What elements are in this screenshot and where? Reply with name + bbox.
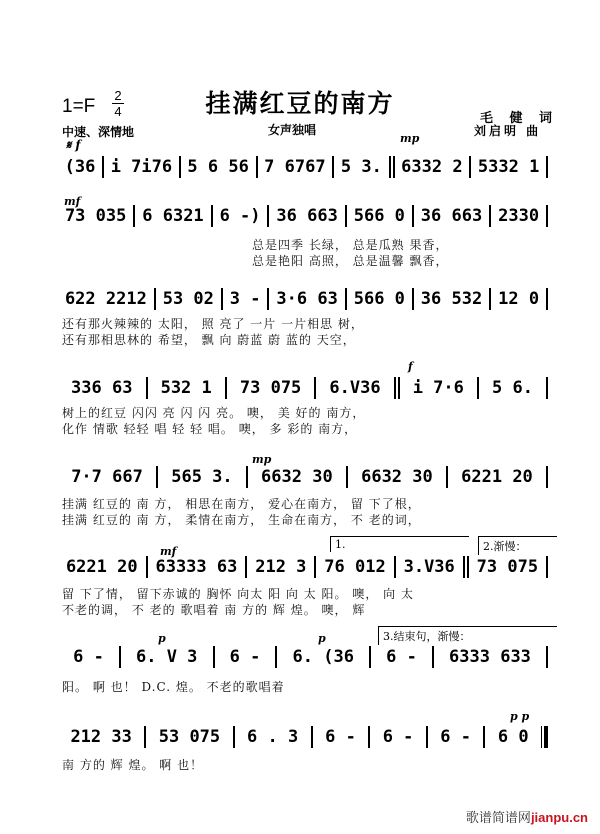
measure: 5 6. — [492, 378, 533, 398]
staff-row-4 — [58, 377, 548, 399]
measure: i 7i76 — [110, 157, 173, 177]
staff-row-7 — [58, 646, 548, 668]
measure: 6 0 — [497, 727, 529, 747]
measure: 6 - — [382, 727, 414, 747]
measure: 566 0 — [353, 289, 405, 309]
lyric-line: 挂满 红豆的 南 方， 柔情在南方， 生命在南方， 不 老的词， — [62, 513, 421, 527]
measure: 6332 2 — [401, 157, 463, 177]
measure: 6. V 3 — [136, 647, 198, 667]
measure: 5332 1 — [477, 157, 540, 177]
tempo-marking: 中速、深情地 — [62, 125, 135, 139]
lyric-line: 还有那相思林的 希望， 飘 向 蔚蓝 蔚 蓝的 天空， — [62, 333, 356, 347]
lyric-line: 不老的调， 不 老的 歌唱着 南 方的 辉 煌。 噢， 辉 — [62, 603, 366, 617]
measure: 2330 — [498, 206, 540, 226]
measure: 532 1 — [160, 378, 212, 398]
measure: 6 - — [386, 647, 417, 667]
second-ending: 2.渐慢： — [478, 536, 557, 555]
staff-row-1 — [58, 156, 548, 178]
lyric-line: 留 下了情， 留下赤诚的 胸怀 向太 阳 向 太 阳。 噢， 向 太 — [62, 587, 414, 601]
time-signature-numerator: 2 — [114, 88, 122, 103]
site-watermark — [466, 807, 588, 826]
measure: 6 - — [73, 647, 104, 667]
measure: 73 035 — [64, 206, 127, 226]
staff-row-5 — [58, 466, 548, 488]
lyric-line: 总是四季 长绿， 总是瓜熟 果香， — [252, 238, 449, 252]
measure: 6 6321 — [142, 206, 204, 226]
measure: 6. (36 — [292, 647, 354, 667]
measure: 6 - — [229, 647, 261, 667]
composer-credit: 刘启明 曲 — [474, 124, 542, 138]
lyric-line: 挂满 红豆的 南 方， 相思在南方， 爱心在南方， 留 下了根， — [62, 497, 421, 511]
measure: 6 . 3 — [247, 727, 299, 747]
dynamic-mp-1: mp — [400, 132, 420, 145]
measure: 566 0 — [353, 206, 405, 226]
measure: 336 63 — [71, 378, 133, 398]
lyricist-credit: 毛 健 词 — [480, 111, 559, 126]
measure: 36 663 — [420, 206, 483, 226]
measure: 53 075 — [158, 727, 221, 747]
key-signature: 1=F — [62, 96, 96, 117]
measure: 6632 30 — [261, 467, 333, 487]
dynamic-mf-2: mf — [160, 545, 177, 558]
measure: 3.V36 — [403, 557, 455, 577]
measure: 36 663 — [276, 206, 338, 226]
measure: 3·6 63 — [276, 289, 338, 309]
song-title: 挂满红豆的南方 — [205, 89, 395, 118]
performance-note: 女声独唱 — [268, 123, 317, 137]
measure: 5 3. — [340, 157, 382, 177]
lyric-line: 总是艳阳 高照， 总是温馨 飘香， — [252, 254, 449, 268]
dynamic-f-2: f — [408, 360, 413, 373]
dynamic-mp-2: mp — [252, 453, 272, 466]
site-url: jianpu.cn — [530, 810, 588, 825]
segno-mark — [66, 138, 81, 153]
site-name: 歌谱简谱网 — [465, 810, 531, 825]
measure: 7 6767 — [264, 157, 326, 177]
measure: 622 2212 — [64, 289, 147, 309]
measure: 565 3. — [171, 467, 233, 487]
measure: 5 6 56 — [187, 157, 249, 177]
measure: i 7·6 — [412, 378, 464, 398]
measure: 6 - — [325, 727, 356, 747]
measure: 6 - — [440, 727, 471, 747]
dynamic-pp: p p — [510, 710, 530, 723]
lyric-line: 阳。 啊 也！ D.C. 煌。 不老的歌唱着 — [62, 680, 285, 694]
time-signature — [112, 88, 124, 119]
staff-row-2 — [58, 205, 548, 227]
lyric-line: 树上的红豆 闪闪 亮 闪 闪 亮。 噢， 美 好的 南方， — [62, 406, 366, 420]
measure: 6 -) — [219, 206, 261, 226]
staff-row-6 — [58, 556, 548, 578]
measure: 73 075 — [239, 378, 302, 398]
measure: 6.V36 — [329, 378, 381, 398]
measure: 73 075 — [476, 557, 539, 577]
measure: 212 3 — [255, 557, 307, 577]
staff-row-3 — [58, 288, 548, 310]
measure: 212 33 — [70, 727, 132, 747]
staff-row-8 — [58, 726, 548, 748]
third-ending: 3.结束句，渐慢： — [378, 626, 557, 645]
first-ending: 1. — [330, 536, 469, 552]
measure: 6333 633 — [449, 647, 531, 667]
measure: 63333 63 — [155, 557, 238, 577]
lyric-line: 还有那火辣辣的 太阳， 照 亮了 一片 一片相思 树， — [62, 317, 364, 331]
lyric-line: 南 方的 辉 煌。 啊 也！ — [62, 758, 204, 772]
dynamic-f-top: f — [75, 138, 81, 152]
measure: 76 012 — [324, 557, 386, 577]
measure: 6221 20 — [461, 467, 533, 487]
measure: 6632 30 — [361, 467, 433, 487]
lyric-line: 化作 情歌 轻轻 唱 轻 轻 唱。 噢， 多 彩的 南方， — [62, 422, 358, 436]
dynamic-p-1: p — [158, 632, 166, 645]
measure: 12 0 — [498, 289, 540, 309]
measure: 3 - — [229, 289, 261, 309]
measure: 53 02 — [162, 289, 214, 309]
measure: 36 532 — [420, 289, 483, 309]
dynamic-mf-1: mf — [64, 195, 81, 208]
segno-icon: 𝄋 — [66, 138, 72, 152]
measure: 7·7 667 — [71, 467, 143, 487]
time-signature-denominator: 4 — [114, 104, 122, 119]
measure: (36 — [64, 157, 96, 177]
measure: 6221 20 — [65, 557, 138, 577]
dynamic-p-2: p — [318, 632, 326, 645]
